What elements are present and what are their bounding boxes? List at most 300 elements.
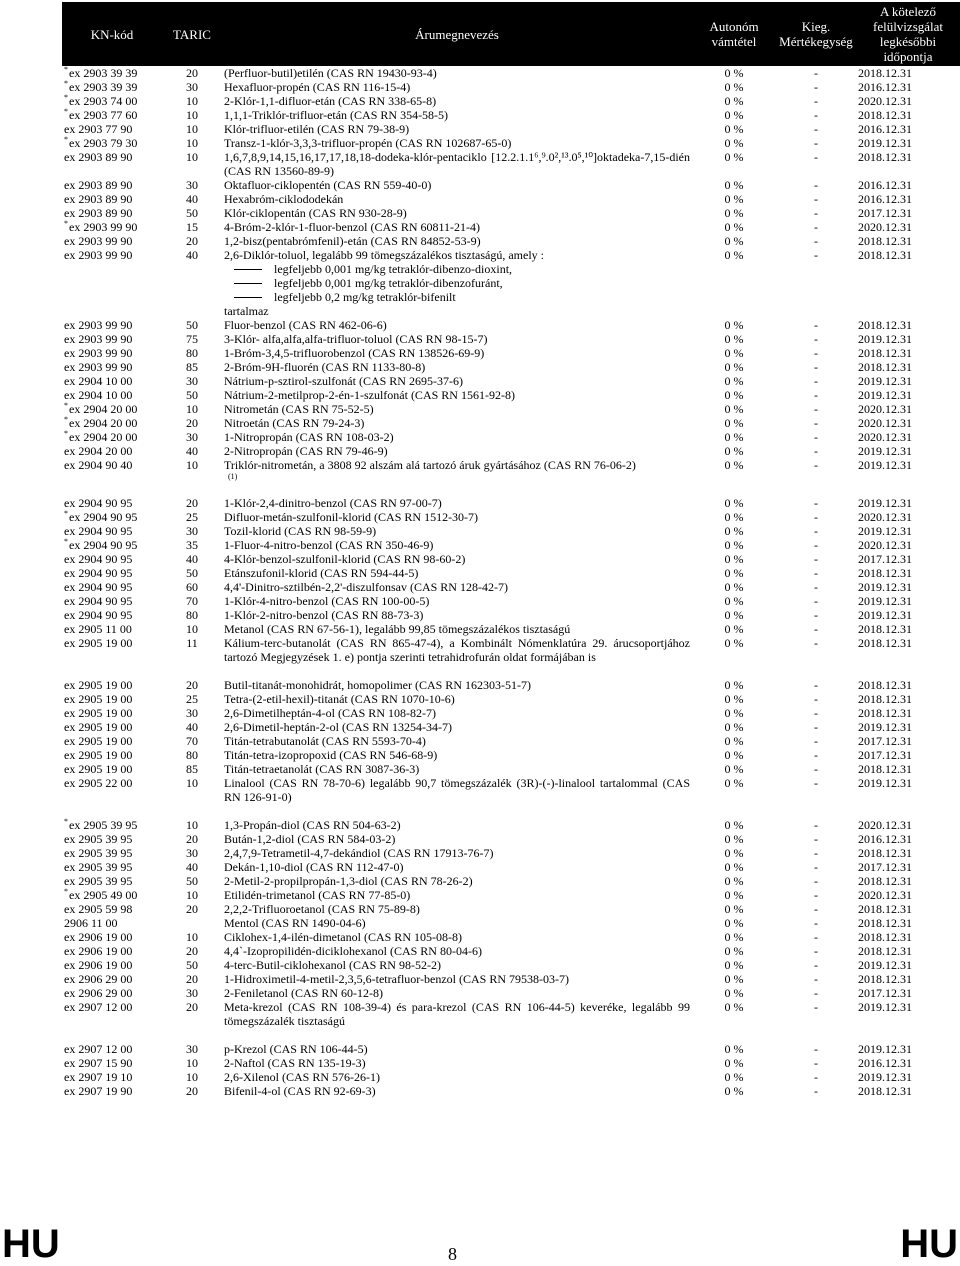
header-kn: KN-kód bbox=[62, 2, 162, 66]
cell-taric: 25 bbox=[186, 510, 198, 524]
cell-kn-code bbox=[62, 458, 162, 496]
cell-supplementary-unit: - bbox=[814, 776, 818, 790]
cell-taric: 20 bbox=[186, 416, 198, 430]
em-dash-icon bbox=[234, 269, 262, 270]
cell-autonomous-duty: 0 % bbox=[724, 346, 744, 360]
description-text: 2-Naftol (CAS RN 135-19-3) bbox=[224, 1056, 366, 1070]
cell-supplementary-unit: - bbox=[814, 150, 818, 164]
description-text: 1-Klór-2-nitro-benzol (CAS RN 88-73-3) bbox=[224, 608, 424, 622]
cell-description bbox=[222, 538, 692, 552]
cell-description bbox=[222, 874, 692, 888]
cell-taric: 85 bbox=[186, 762, 198, 776]
description-text: Fluor-benzol (CAS RN 462-06-6) bbox=[224, 318, 387, 332]
cell-description bbox=[222, 150, 692, 178]
cell-description bbox=[222, 496, 692, 510]
kn-code-text: ex 2906 19 00 bbox=[64, 930, 133, 944]
cell-autonomous-duty: 0 % bbox=[724, 234, 744, 248]
table-row bbox=[62, 360, 960, 374]
cell-review-date: 2018.12.31 bbox=[858, 846, 912, 860]
cell-description bbox=[222, 318, 692, 332]
condition-text: legfeljebb 0,001 mg/kg tetraklór-dibenzo-dioxint, bbox=[274, 262, 513, 276]
kn-code-text: ex 2903 79 30 bbox=[69, 136, 138, 150]
kn-code-text: ex 2905 19 00 bbox=[64, 734, 133, 748]
kn-code-text: ex 2903 89 90 bbox=[64, 192, 133, 206]
cell-autonomous-duty: 0 % bbox=[724, 458, 744, 472]
cell-kn-code bbox=[62, 846, 162, 860]
table-row bbox=[62, 1000, 960, 1042]
description-text: Tetra-(2-etil-hexil)-titanát (CAS RN 1070-10-6) bbox=[224, 692, 455, 706]
cell-supplementary-unit: - bbox=[814, 430, 818, 444]
new-entry-marker: * bbox=[64, 401, 68, 410]
cell-supplementary-unit: - bbox=[814, 458, 818, 472]
cell-autonomous-duty: 0 % bbox=[724, 524, 744, 538]
cell-kn-code bbox=[62, 80, 162, 94]
cell-autonomous-duty: 0 % bbox=[724, 206, 744, 220]
description-text: Meta-krezol (CAS RN 108-39-4) és para-krezol (CAS RN 106-44-5) keveréke, legalább 99 tömegszázalék tisztaságú bbox=[224, 1000, 690, 1028]
cell-autonomous-duty: 0 % bbox=[724, 622, 744, 636]
cell-autonomous-duty: 0 % bbox=[724, 846, 744, 860]
cell-kn-code bbox=[62, 178, 162, 192]
cell-description bbox=[222, 1084, 692, 1098]
cell-kn-code bbox=[62, 430, 162, 444]
table-row bbox=[62, 916, 960, 930]
cell-autonomous-duty: 0 % bbox=[724, 1042, 744, 1056]
cell-supplementary-unit: - bbox=[814, 122, 818, 136]
new-entry-marker: * bbox=[64, 107, 68, 116]
cell-description bbox=[222, 388, 692, 402]
cell-kn-code bbox=[62, 748, 162, 762]
cell-kn-code bbox=[62, 636, 162, 678]
kn-code-text: ex 2903 99 90 bbox=[64, 318, 133, 332]
cell-description bbox=[222, 846, 692, 860]
cell-review-date: 2019.12.31 bbox=[858, 1070, 912, 1084]
kn-code-text: ex 2903 77 90 bbox=[64, 122, 133, 136]
kn-code-text: ex 2905 59 98 bbox=[64, 902, 133, 916]
description-text: Etánszufonil-klorid (CAS RN 594-44-5) bbox=[224, 566, 419, 580]
description-text: Hexabróm-ciklododekán bbox=[224, 192, 344, 206]
kn-code-text: ex 2905 19 00 bbox=[64, 636, 133, 650]
cell-supplementary-unit: - bbox=[814, 496, 818, 510]
description-text: 2-Feniletanol (CAS RN 60-12-8) bbox=[224, 986, 383, 1000]
kn-code-text: ex 2906 19 00 bbox=[64, 944, 133, 958]
cell-review-date: 2019.12.31 bbox=[858, 608, 912, 622]
cell-kn-code bbox=[62, 66, 162, 80]
description-text: 1-Fluor-4-nitro-benzol (CAS RN 350-46-9) bbox=[224, 538, 434, 552]
cell-description bbox=[222, 930, 692, 944]
cell-supplementary-unit: - bbox=[814, 538, 818, 552]
cell-taric: 30 bbox=[186, 986, 198, 1000]
cell-review-date: 2018.12.31 bbox=[858, 902, 912, 916]
table-row bbox=[62, 538, 960, 552]
cell-taric: 15 bbox=[186, 220, 198, 234]
kn-code-text: ex 2905 19 00 bbox=[64, 720, 133, 734]
cell-autonomous-duty: 0 % bbox=[724, 248, 744, 262]
cell-description bbox=[222, 636, 692, 678]
cell-supplementary-unit: - bbox=[814, 374, 818, 388]
cell-kn-code bbox=[62, 930, 162, 944]
cell-kn-code bbox=[62, 1070, 162, 1084]
cell-supplementary-unit: - bbox=[814, 720, 818, 734]
description-text: 2,2,2-Trifluoroetanol (CAS RN 75-89-8) bbox=[224, 902, 420, 916]
cell-kn-code bbox=[62, 234, 162, 248]
cell-autonomous-duty: 0 % bbox=[724, 720, 744, 734]
cell-supplementary-unit: - bbox=[814, 80, 818, 94]
table-row bbox=[62, 636, 960, 678]
cell-autonomous-duty: 0 % bbox=[724, 734, 744, 748]
cell-taric: 20 bbox=[186, 902, 198, 916]
table-row bbox=[62, 734, 960, 748]
cell-kn-code bbox=[62, 832, 162, 846]
cell-taric: 20 bbox=[186, 832, 198, 846]
description-text: Kálium-terc-butanolát (CAS RN 865-47-4), a Kombinált Nómenklatúra 29. árucsoportjához tartozó Megjegyzések 1. e) pontja szerinti tetrahidrofurán oldat formájában is bbox=[224, 636, 690, 664]
cell-supplementary-unit: - bbox=[814, 580, 818, 594]
cell-kn-code bbox=[62, 874, 162, 888]
cell-supplementary-unit: - bbox=[814, 706, 818, 720]
description-text: 2-Metil-2-propilpropán-1,3-diol (CAS RN 78-26-2) bbox=[224, 874, 473, 888]
description-text: Oktafluor-ciklopentén (CAS RN 559-40-0) bbox=[224, 178, 432, 192]
new-entry-marker: * bbox=[64, 219, 68, 228]
cell-autonomous-duty: 0 % bbox=[724, 318, 744, 332]
cell-taric: 10 bbox=[186, 888, 198, 902]
cell-description bbox=[222, 192, 692, 206]
cell-taric: 35 bbox=[186, 538, 198, 552]
cell-description bbox=[222, 1056, 692, 1070]
description-text: Etilidén-trimetanol (CAS RN 77-85-0) bbox=[224, 888, 411, 902]
cell-taric: 50 bbox=[186, 874, 198, 888]
cell-description bbox=[222, 136, 692, 150]
cell-review-date: 2019.12.31 bbox=[858, 776, 912, 790]
cell-autonomous-duty: 0 % bbox=[724, 374, 744, 388]
cell-description bbox=[222, 430, 692, 444]
cell-kn-code bbox=[62, 692, 162, 706]
cell-taric: 10 bbox=[186, 402, 198, 416]
cell-autonomous-duty: 0 % bbox=[724, 332, 744, 346]
kn-code-text: ex 2907 12 00 bbox=[64, 1000, 133, 1014]
cell-review-date: 2020.12.31 bbox=[858, 538, 912, 552]
cell-review-date: 2018.12.31 bbox=[858, 622, 912, 636]
cell-kn-code bbox=[62, 332, 162, 346]
description-text: Tozil-klorid (CAS RN 98-59-9) bbox=[224, 524, 377, 538]
cell-description bbox=[222, 902, 692, 916]
cell-kn-code bbox=[62, 902, 162, 916]
cell-taric: 50 bbox=[186, 318, 198, 332]
cell-review-date: 2018.12.31 bbox=[858, 66, 912, 80]
description-text: Nátrium-2-metilprop-2-én-1-szulfonát (CAS RN 1561-92-8) bbox=[224, 388, 515, 402]
cell-autonomous-duty: 0 % bbox=[724, 692, 744, 706]
table-row bbox=[62, 430, 960, 444]
kn-code-text: ex 2907 19 90 bbox=[64, 1084, 133, 1098]
cell-kn-code bbox=[62, 720, 162, 734]
cell-supplementary-unit: - bbox=[814, 986, 818, 1000]
cell-review-date: 2019.12.31 bbox=[858, 580, 912, 594]
cell-taric: 80 bbox=[186, 608, 198, 622]
cell-autonomous-duty: 0 % bbox=[724, 444, 744, 458]
description-text: 4-Klór-benzol-szulfonil-klorid (CAS RN 98-60-2) bbox=[224, 552, 466, 566]
kn-code-text: ex 2903 99 90 bbox=[69, 220, 138, 234]
cell-description bbox=[222, 66, 692, 80]
cell-description bbox=[222, 402, 692, 416]
cell-autonomous-duty: 0 % bbox=[724, 360, 744, 374]
cell-supplementary-unit: - bbox=[814, 944, 818, 958]
kn-code-text: ex 2907 19 10 bbox=[64, 1070, 133, 1084]
description-text: 1-Hidroximetil-4-metil-2,3,5,6-tetrafluor-benzol (CAS RN 79538-03-7) bbox=[224, 972, 570, 986]
cell-autonomous-duty: 0 % bbox=[724, 136, 744, 150]
cell-description bbox=[222, 458, 692, 496]
cell-description bbox=[222, 206, 692, 220]
description-text: Klór-ciklopentán (CAS RN 930-28-9) bbox=[224, 206, 407, 220]
description-tail: tartalmaz bbox=[224, 304, 269, 318]
description-text: Bifenil-4-ol (CAS RN 92-69-3) bbox=[224, 1084, 376, 1098]
cell-review-date: 2018.12.31 bbox=[858, 318, 912, 332]
cell-supplementary-unit: - bbox=[814, 594, 818, 608]
condition-list-item bbox=[234, 276, 690, 290]
cell-autonomous-duty: 0 % bbox=[724, 1070, 744, 1084]
cell-autonomous-duty: 0 % bbox=[724, 1056, 744, 1070]
cell-supplementary-unit: - bbox=[814, 1084, 818, 1098]
cell-taric: 20 bbox=[186, 66, 198, 80]
cell-review-date: 2017.12.31 bbox=[858, 986, 912, 1000]
table-header bbox=[62, 2, 960, 66]
table-row bbox=[62, 930, 960, 944]
cell-kn-code bbox=[62, 136, 162, 150]
cell-kn-code bbox=[62, 416, 162, 430]
cell-autonomous-duty: 0 % bbox=[724, 220, 744, 234]
new-entry-marker: * bbox=[64, 429, 68, 438]
cell-autonomous-duty: 0 % bbox=[724, 832, 744, 846]
cell-review-date: 2019.12.31 bbox=[858, 720, 912, 734]
cell-taric: 10 bbox=[186, 136, 198, 150]
cell-description bbox=[222, 860, 692, 874]
description-text: 1,1,1-Triklór-trifluor-etán (CAS RN 354-58-5) bbox=[224, 108, 449, 122]
cell-kn-code bbox=[62, 496, 162, 510]
cell-description bbox=[222, 566, 692, 580]
kn-code-text: ex 2903 99 90 bbox=[64, 332, 133, 346]
cell-autonomous-duty: 0 % bbox=[724, 1084, 744, 1098]
kn-code-text: ex 2906 29 00 bbox=[64, 986, 133, 1000]
description-text: 3-Klór- alfa,alfa,alfa-trifluor-toluol (CAS RN 98-15-7) bbox=[224, 332, 488, 346]
kn-code-text: ex 2904 90 95 bbox=[64, 552, 133, 566]
kn-code-text: ex 2904 20 00 bbox=[69, 402, 138, 416]
description-text: Difluor-metán-szulfonil-klorid (CAS RN 1512-30-7) bbox=[224, 510, 479, 524]
cell-taric: 10 bbox=[186, 94, 198, 108]
kn-code-text: ex 2905 39 95 bbox=[69, 818, 138, 832]
cell-description bbox=[222, 416, 692, 430]
cell-kn-code bbox=[62, 678, 162, 692]
cell-review-date: 2018.12.31 bbox=[858, 1084, 912, 1098]
cell-taric: 25 bbox=[186, 692, 198, 706]
cell-autonomous-duty: 0 % bbox=[724, 496, 744, 510]
cell-autonomous-duty: 0 % bbox=[724, 580, 744, 594]
kn-code-text: ex 2903 39 39 bbox=[69, 80, 138, 94]
cell-description bbox=[222, 622, 692, 636]
cell-autonomous-duty: 0 % bbox=[724, 776, 744, 790]
cell-taric: 80 bbox=[186, 346, 198, 360]
cell-supplementary-unit: - bbox=[814, 888, 818, 902]
cell-autonomous-duty: 0 % bbox=[724, 860, 744, 874]
cell-taric: 40 bbox=[186, 192, 198, 206]
cell-taric: 85 bbox=[186, 360, 198, 374]
cell-review-date: 2019.12.31 bbox=[858, 496, 912, 510]
cell-autonomous-duty: 0 % bbox=[724, 986, 744, 1000]
cell-description bbox=[222, 1042, 692, 1056]
table-row bbox=[62, 80, 960, 94]
cell-kn-code bbox=[62, 538, 162, 552]
kn-code-text: ex 2904 90 40 bbox=[64, 458, 133, 472]
kn-code-text: ex 2903 77 60 bbox=[69, 108, 138, 122]
description-text: 2-Nitropropán (CAS RN 79-46-9) bbox=[224, 444, 388, 458]
table-row bbox=[62, 958, 960, 972]
table-row bbox=[62, 318, 960, 332]
new-entry-marker: * bbox=[64, 79, 68, 88]
cell-supplementary-unit: - bbox=[814, 402, 818, 416]
table-row bbox=[62, 692, 960, 706]
cell-kn-code bbox=[62, 1056, 162, 1070]
cell-kn-code bbox=[62, 566, 162, 580]
kn-code-text: ex 2903 99 90 bbox=[64, 234, 133, 248]
cell-description bbox=[222, 734, 692, 748]
kn-code-text: ex 2907 12 00 bbox=[64, 1042, 133, 1056]
kn-code-text: ex 2905 39 95 bbox=[64, 860, 133, 874]
cell-kn-code bbox=[62, 776, 162, 818]
table-row bbox=[62, 818, 960, 832]
cell-taric: 40 bbox=[186, 444, 198, 458]
cell-supplementary-unit: - bbox=[814, 416, 818, 430]
cell-review-date: 2019.12.31 bbox=[858, 136, 912, 150]
cell-review-date: 2019.12.31 bbox=[858, 594, 912, 608]
cell-autonomous-duty: 0 % bbox=[724, 762, 744, 776]
cell-supplementary-unit: - bbox=[814, 972, 818, 986]
cell-review-date: 2016.12.31 bbox=[858, 122, 912, 136]
table-row bbox=[62, 416, 960, 430]
description-text: 1,6,7,8,9,14,15,16,17,17,18,18-dodeka-klór-pentaciklo [12.2.1.1⁶,⁹.0²,¹³.0⁵,¹⁰]oktadeka-7,15-dién (CAS RN 13560-89-9) bbox=[224, 150, 690, 178]
cell-taric: 20 bbox=[186, 972, 198, 986]
cell-supplementary-unit: - bbox=[814, 846, 818, 860]
cell-kn-code bbox=[62, 206, 162, 220]
cell-review-date: 2018.12.31 bbox=[858, 972, 912, 986]
cell-review-date: 2017.12.31 bbox=[858, 748, 912, 762]
cell-supplementary-unit: - bbox=[814, 678, 818, 692]
cell-kn-code bbox=[62, 510, 162, 524]
cell-review-date: 2018.12.31 bbox=[858, 678, 912, 692]
cell-review-date: 2018.12.31 bbox=[858, 706, 912, 720]
cell-kn-code bbox=[62, 1042, 162, 1056]
cell-review-date: 2020.12.31 bbox=[858, 94, 912, 108]
cell-taric: 30 bbox=[186, 374, 198, 388]
cell-supplementary-unit: - bbox=[814, 178, 818, 192]
cell-autonomous-duty: 0 % bbox=[724, 430, 744, 444]
footnote-reference: (1) bbox=[228, 472, 238, 481]
kn-code-text: ex 2906 29 00 bbox=[64, 972, 133, 986]
cell-review-date: 2020.12.31 bbox=[858, 888, 912, 902]
cell-supplementary-unit: - bbox=[814, 748, 818, 762]
cell-review-date: 2019.12.31 bbox=[858, 1000, 912, 1014]
cell-review-date: 2018.12.31 bbox=[858, 930, 912, 944]
kn-code-text: ex 2903 89 90 bbox=[64, 150, 133, 164]
table-row bbox=[62, 902, 960, 916]
cell-kn-code bbox=[62, 622, 162, 636]
cell-autonomous-duty: 0 % bbox=[724, 192, 744, 206]
kn-code-text: ex 2904 90 95 bbox=[69, 538, 138, 552]
kn-code-text: ex 2903 74 00 bbox=[69, 94, 138, 108]
cell-autonomous-duty: 0 % bbox=[724, 874, 744, 888]
cell-autonomous-duty: 0 % bbox=[724, 552, 744, 566]
cell-review-date: 2017.12.31 bbox=[858, 552, 912, 566]
description-text: Klór-trifluor-etilén (CAS RN 79-38-9) bbox=[224, 122, 410, 136]
header-autonomous-duty: Autonóm vámtétel bbox=[692, 2, 776, 66]
cell-supplementary-unit: - bbox=[814, 524, 818, 538]
table-row bbox=[62, 1042, 960, 1056]
cell-description bbox=[222, 444, 692, 458]
cell-review-date: 2019.12.31 bbox=[858, 958, 912, 972]
cell-autonomous-duty: 0 % bbox=[724, 566, 744, 580]
description-text: Triklór-nitrometán, a 3808 92 alszám alá tartozó áruk gyártásához (CAS RN 76-06-2) bbox=[224, 458, 636, 472]
cell-kn-code bbox=[62, 444, 162, 458]
table-row bbox=[62, 874, 960, 888]
kn-code-text: ex 2903 99 90 bbox=[64, 360, 133, 374]
description-text: p-Krezol (CAS RN 106-44-5) bbox=[224, 1042, 368, 1056]
cell-review-date: 2016.12.31 bbox=[858, 192, 912, 206]
cell-description bbox=[222, 346, 692, 360]
cell-supplementary-unit: - bbox=[814, 108, 818, 122]
cell-autonomous-duty: 0 % bbox=[724, 510, 744, 524]
cell-review-date: 2020.12.31 bbox=[858, 818, 912, 832]
condition-text: legfeljebb 0,2 mg/kg tetraklór-bifenilt bbox=[274, 290, 456, 304]
cell-kn-code bbox=[62, 192, 162, 206]
cell-autonomous-duty: 0 % bbox=[724, 80, 744, 94]
cell-kn-code bbox=[62, 958, 162, 972]
table-row bbox=[62, 234, 960, 248]
table-row bbox=[62, 986, 960, 1000]
cell-autonomous-duty: 0 % bbox=[724, 150, 744, 164]
cell-review-date: 2018.12.31 bbox=[858, 360, 912, 374]
cell-autonomous-duty: 0 % bbox=[724, 538, 744, 552]
table-row bbox=[62, 206, 960, 220]
kn-code-text: ex 2905 11 00 bbox=[64, 622, 132, 636]
cell-autonomous-duty: 0 % bbox=[724, 416, 744, 430]
kn-code-text: ex 2906 19 00 bbox=[64, 958, 133, 972]
cell-description bbox=[222, 720, 692, 734]
table-row bbox=[62, 762, 960, 776]
table-row bbox=[62, 608, 960, 622]
cell-taric: 40 bbox=[186, 720, 198, 734]
table-row bbox=[62, 888, 960, 902]
description-text: Bután-1,2-diol (CAS RN 584-03-2) bbox=[224, 832, 396, 846]
cell-taric: 10 bbox=[186, 1070, 198, 1084]
table-row bbox=[62, 108, 960, 122]
table-row bbox=[62, 402, 960, 416]
cell-taric: 40 bbox=[186, 860, 198, 874]
table-body bbox=[62, 66, 960, 1098]
table-row bbox=[62, 510, 960, 524]
table-row bbox=[62, 374, 960, 388]
condition-list-item bbox=[234, 290, 690, 304]
cell-kn-code bbox=[62, 318, 162, 332]
new-entry-marker: * bbox=[64, 509, 68, 518]
table-row bbox=[62, 122, 960, 136]
cell-description bbox=[222, 944, 692, 958]
description-text: Titán-tetraetanolát (CAS RN 3087-36-3) bbox=[224, 762, 420, 776]
table-row bbox=[62, 458, 960, 496]
header-supplementary-unit: Kieg. Mértékegység bbox=[776, 2, 856, 66]
cell-review-date: 2019.12.31 bbox=[858, 458, 912, 472]
footer-language-code-right: HU bbox=[900, 1222, 958, 1266]
description-text: 4-Bróm-2-klór-1-fluor-benzol (CAS RN 60811-21-4) bbox=[224, 220, 481, 234]
tariff-table bbox=[62, 2, 960, 1098]
description-text: 1,3-Propán-diol (CAS RN 504-63-2) bbox=[224, 818, 401, 832]
cell-supplementary-unit: - bbox=[814, 958, 818, 972]
cell-supplementary-unit: - bbox=[814, 1056, 818, 1070]
kn-code-text: ex 2903 89 90 bbox=[64, 178, 133, 192]
